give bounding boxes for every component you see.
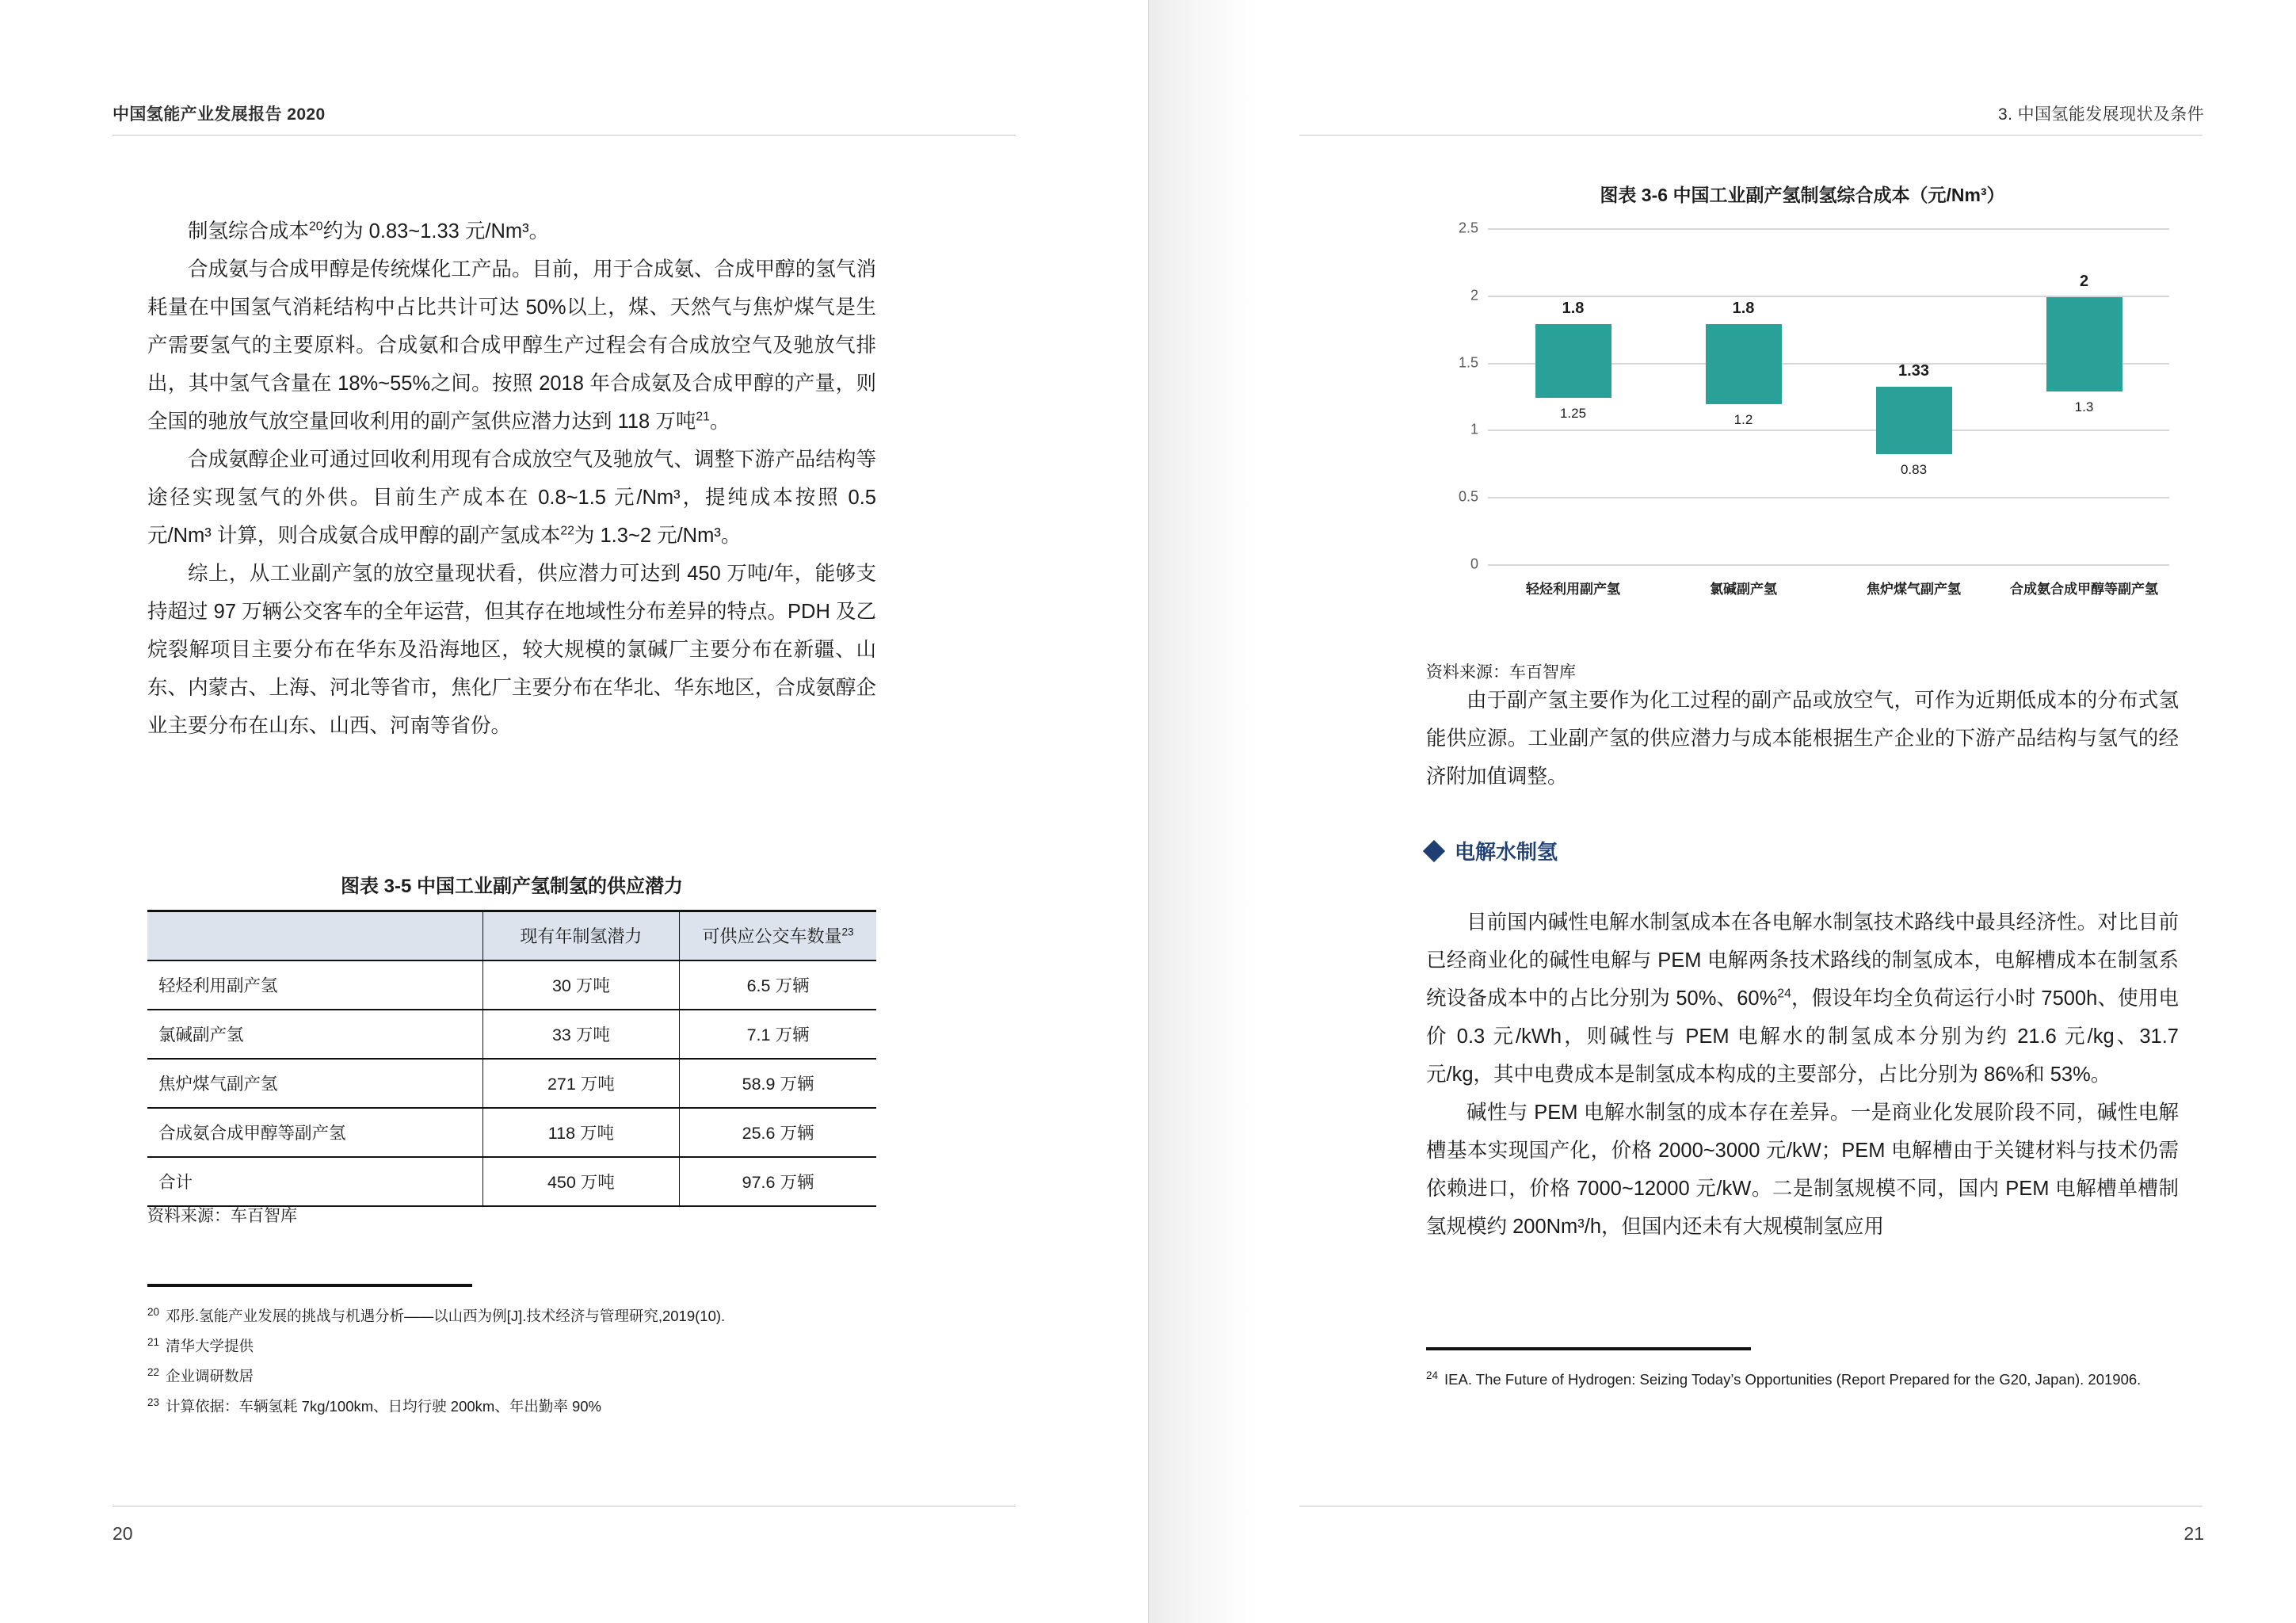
chart-3-6-source: 资料来源：车百智库 bbox=[1426, 663, 1576, 682]
spread-gutter-shadow bbox=[1149, 0, 1260, 1623]
xlabel: 轻烃利用副产氢 bbox=[1526, 582, 1620, 597]
right-paragraph-3: 碱性与 PEM 电解水制氢的成本存在差异。一是商业化发展阶段不同，碱性电解槽基本实现国产化，价格 2000~3000 元/kW；PEM 电解槽由于关键材料与技术仍需依赖进口，价格 7000~12000 元/kW。二是制氢规模不同，国内 PEM 电解槽单槽制氢规模约 200Nm³/h，但国内还未有大规模制氢应用 bbox=[1426, 1102, 2179, 1238]
bar-slot bbox=[1839, 230, 1989, 566]
range-bar bbox=[1706, 324, 1782, 405]
left-footnotes bbox=[147, 1284, 884, 1421]
table-row-total bbox=[147, 1157, 876, 1206]
bar-low-label: 1.25 bbox=[1559, 406, 1587, 421]
bar-low-label: 1.3 bbox=[2074, 399, 2094, 414]
right-footnotes bbox=[1426, 1347, 2187, 1393]
left-running-head: 中国氢能产业发展报告 2020 bbox=[113, 105, 326, 124]
footnote-text: 邓彤.氢能产业发展的挑战与机遇分析——以山西为例[J].技术经济与管理研究,2019(10). bbox=[166, 1308, 726, 1325]
paragraph-3-text: 合成氨醇企业可通过回收利用现有合成放空气及驰放气、调整下游产品结构等途径实现氢气的外供。目前生产成本在 0.8~1.5 元/Nm³，提纯成本按照 0.5 元/Nm³ 计算，则合成氨合成甲醇的副产氢成本 bbox=[147, 449, 876, 547]
paragraph-2-text: 合成氨与合成甲醇是传统煤化工产品。目前，用于合成氨、合成甲醇的氢气消耗量在中国氢气消耗结构中占比共计可达 50%以上，煤、天然气与焦炉煤气是生产需要氢气的主要原料。合成氨和合成甲醇生产过程会有合成放空气及驰放气排出，其中氢气含量在 18%~55%之间。按照 2018 年合成氨及合成甲醇的产量，则全国的驰放气放空量回收利用的副产氢供应潜力达到 118 万吨 bbox=[147, 258, 876, 433]
left-footer-rule bbox=[113, 1506, 1016, 1507]
section-heading-label: 电解水制氢 bbox=[1455, 840, 1558, 864]
right-body-column bbox=[1426, 682, 2179, 796]
right-paragraph-2-tail: ，假设年均全负荷运行小时 7500h、使用电价 0.3 元/kWh，则碱性与 PEM 电解水的制氢成本分别为约 21.6 元/kg、31.7 元/kg，其中电费成本是制氢成本构成的主要部分，占比分别为 86%和 53%。 bbox=[1426, 987, 2179, 1086]
chart-3-6 bbox=[1426, 181, 2179, 624]
right-paragraph-1: 由于副产氢主要作为化工过程的副产品或放空气，可作为近期低成本的分布式氢能供应源。工业副产氢的供应潜力与成本能根据生产企业的下游产品结构与氢气的经济附加值调整。 bbox=[1426, 689, 2179, 788]
chart-plot-area bbox=[1458, 220, 2169, 572]
chart-title: 图表 3-6 中国工业副产氢制氢综合成本（元/Nm³） bbox=[1600, 185, 2005, 205]
paragraph-4: 综上，从工业副产氢的放空量现状看，供应潜力可达到 450 万吨/年，能够支持超过 97 万辆公交客车的全年运营，但其存在地域性分布差异的特点。PDH 及乙烷裂解项目主要分布在华东及沿海地区，较大规模的氯碱厂主要分布在新疆、山东、内蒙古、上海、河北等省市，焦化厂主要分布在华北、华东地区，合成氨醇企业主要分布在山东、山西、河南等省份。 bbox=[147, 563, 876, 737]
chart-bars bbox=[1488, 230, 2169, 566]
footnote-ref-23: 23 bbox=[841, 926, 854, 938]
footnote-text: 计算依据：车辆氢耗 7kg/100km、日均行驶 200km、年出勤率 90% bbox=[166, 1398, 602, 1415]
footnote-number: 20 bbox=[147, 1306, 160, 1318]
table-header-row bbox=[147, 911, 876, 960]
table-row bbox=[147, 1108, 876, 1157]
bar-low-label: 1.2 bbox=[1733, 412, 1753, 428]
footnote-ref-24: 24 bbox=[1777, 987, 1791, 1001]
table-row bbox=[147, 1010, 876, 1059]
range-bar bbox=[1876, 387, 1952, 454]
cell-category: 合成氨合成甲醇等副产氢 bbox=[147, 1108, 482, 1157]
left-header-rule bbox=[113, 135, 1016, 136]
right-footer-rule bbox=[1299, 1506, 2203, 1507]
chart-x-axis-labels bbox=[1488, 578, 2169, 598]
cell-potential: 30 万吨 bbox=[482, 960, 679, 1010]
spread-gutter-line bbox=[1148, 0, 1149, 1623]
right-page-number: 21 bbox=[2183, 1523, 2204, 1544]
left-body-column bbox=[147, 212, 876, 745]
footnote-text: IEA. The Future of Hydrogen: Seizing Today’s Opportunities (Report Prepared for the G20, Japan). 201906. bbox=[1444, 1371, 2142, 1388]
paragraph-1-text: 制氢综合成本 bbox=[188, 220, 310, 242]
th-bus-count bbox=[680, 911, 876, 960]
cell-category: 轻烃利用副产氢 bbox=[158, 976, 278, 995]
cell-category: 合计 bbox=[147, 1157, 482, 1206]
right-header-rule bbox=[1299, 135, 2203, 136]
cell-buses: 97.6 万辆 bbox=[680, 1157, 876, 1206]
cell-buses: 7.1 万辆 bbox=[680, 1010, 876, 1059]
footnote-ref-20: 20 bbox=[309, 220, 323, 234]
paragraph-3-tail: 为 1.3~2 元/Nm³。 bbox=[574, 525, 742, 547]
th-annual-potential: 现有年制氢潜力 bbox=[482, 911, 679, 960]
table-head bbox=[147, 911, 876, 960]
cell-potential: 271 万吨 bbox=[482, 1059, 679, 1108]
footnote-ref-22: 22 bbox=[560, 524, 574, 538]
cell-potential: 33 万吨 bbox=[482, 1010, 679, 1059]
ytick-label: 1 bbox=[1470, 421, 1478, 437]
supply-potential-table bbox=[147, 910, 876, 1207]
cell-buses: 58.9 万辆 bbox=[680, 1059, 876, 1108]
left-page-number: 20 bbox=[113, 1523, 133, 1544]
footnote-item bbox=[147, 1390, 884, 1419]
paragraph-1-tail: 约为 0.83~1.33 元/Nm³。 bbox=[322, 220, 550, 242]
footnote-number: 22 bbox=[147, 1366, 160, 1379]
footnote-text: 企业调研数居 bbox=[166, 1368, 254, 1385]
right-paragraph-2 bbox=[1426, 903, 2179, 1094]
th-category bbox=[147, 911, 482, 960]
right-running-head: 3. 中国氢能发展现状及条件 bbox=[1998, 105, 2204, 124]
bar-slot bbox=[1669, 230, 1818, 566]
paragraph-3 bbox=[147, 441, 876, 555]
table-3-5-source: 资料来源：车百智库 bbox=[147, 1207, 297, 1225]
ytick-label: 2 bbox=[1470, 287, 1478, 304]
footnote-number: 23 bbox=[147, 1396, 160, 1409]
xlabel: 合成氨合成甲醇等副产氢 bbox=[2010, 582, 2158, 597]
paragraph-1 bbox=[147, 212, 876, 250]
footnote-item bbox=[147, 1300, 884, 1328]
bar-slot bbox=[2009, 230, 2159, 566]
cell-buses: 25.6 万辆 bbox=[680, 1108, 876, 1157]
ytick-label: 2.5 bbox=[1458, 220, 1478, 236]
right-paragraph-2-text: 目前国内碱性电解水制氢成本在各电解水制氢技术路线中最具经济性。对比目前已经商业化的碱性电解与 PEM 电解两条技术路线的制氢成本，电解槽成本在制氢系统设备成本中的占比分别为 50%、60% bbox=[1426, 911, 2179, 1010]
ytick-label: 0 bbox=[1470, 556, 1478, 572]
bar-low-label: 0.83 bbox=[1900, 462, 1928, 478]
bar-high-label: 2 bbox=[2079, 272, 2089, 290]
th-bus-count-text: 可供应公交车数量 bbox=[702, 926, 842, 947]
table-3-5-caption: 图表 3-5 中国工业副产氢制氢的供应潜力 bbox=[340, 876, 684, 897]
table-3-5-wrapper bbox=[147, 910, 876, 1207]
footnote-item bbox=[147, 1360, 884, 1388]
range-bar bbox=[1535, 324, 1611, 398]
footnote-item bbox=[1426, 1363, 2187, 1392]
range-bar bbox=[2046, 297, 2122, 391]
section-heading-electrolysis bbox=[1426, 836, 1558, 865]
cell-buses: 6.5 万辆 bbox=[680, 960, 876, 1010]
xlabel: 焦炉煤气副产氢 bbox=[1867, 582, 1961, 597]
cell-category: 氯碱副产氢 bbox=[147, 1010, 482, 1059]
paragraph-2 bbox=[147, 250, 876, 441]
right-body-column-2 bbox=[1426, 903, 2179, 1246]
footnote-ref-21: 21 bbox=[696, 410, 710, 424]
cell-potential: 450 万吨 bbox=[482, 1157, 679, 1206]
footnote-rule bbox=[147, 1284, 472, 1287]
bar-high-label: 1.8 bbox=[1732, 299, 1755, 317]
ytick-label: 1.5 bbox=[1458, 354, 1478, 371]
cell-category: 焦炉煤气副产氢 bbox=[147, 1059, 482, 1108]
table-body bbox=[147, 960, 876, 1206]
ytick-label: 0.5 bbox=[1458, 488, 1478, 505]
paragraph-2-tail: 。 bbox=[709, 411, 730, 433]
bar-slot bbox=[1498, 230, 1648, 566]
footnote-number: 24 bbox=[1426, 1369, 1439, 1381]
cell-potential: 118 万吨 bbox=[482, 1108, 679, 1157]
table-row bbox=[147, 960, 876, 1010]
footnote-rule bbox=[1426, 1347, 1751, 1350]
footnote-item bbox=[147, 1330, 884, 1358]
footnote-text: 清华大学提供 bbox=[166, 1338, 254, 1355]
bar-high-label: 1.33 bbox=[1898, 362, 1929, 380]
bar-high-label: 1.8 bbox=[1562, 299, 1585, 317]
footnote-number: 21 bbox=[147, 1336, 160, 1349]
xlabel: 氯碱副产氢 bbox=[1710, 582, 1777, 597]
table-row bbox=[147, 1059, 876, 1108]
diamond-bullet-icon bbox=[1423, 839, 1445, 861]
